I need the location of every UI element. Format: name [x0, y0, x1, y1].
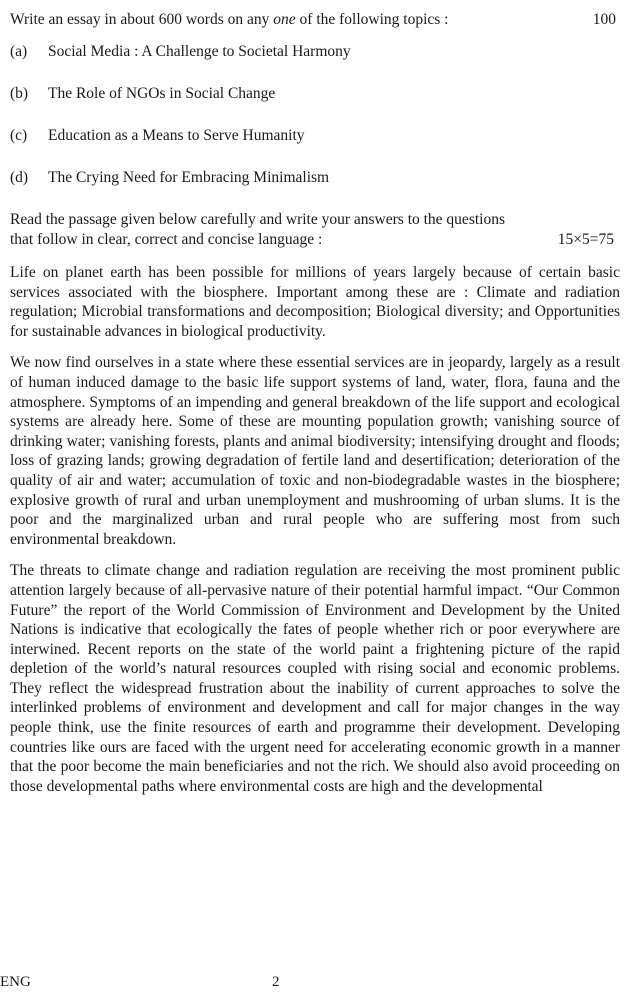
topic-label: (b) — [10, 85, 29, 102]
page-footer — [0, 972, 628, 992]
topic-text: The Crying Need for Embracing Minimalism — [48, 169, 330, 186]
essay-instruction-emphasis: one — [273, 11, 296, 28]
essay-instruction-row — [10, 10, 620, 30]
passage-instruction-line1: Read the passage given below carefully and write your answers to the questions — [10, 211, 505, 228]
passage-marks: 15×5=75 — [557, 231, 614, 248]
passage-instruction-line2: that follow in clear, correct and concise language : — [10, 231, 323, 248]
essay-marks: 100 — [592, 11, 616, 28]
essay-instruction-prefix: Write an essay in about 600 words on any — [10, 11, 274, 28]
passage-paragraph-3: The threats to climate change and radiation regulation are receiving the most prominent public attention largely because of all-pervasive nature of their potential harmful impact. “Our Common Future” the report of the World Commission of Environment and Development by the United Nations is indicative that ecologically the fates of people whether rich or poor everywhere are interwined. Recent reports on the state of the world paint a frightening picture of the rapid depletion of the world’s natural resources coupled with rising social and economic problems. They reflect the widespread frustration about the inability of current approaches to solve the interlinked problems of environment and development and call for major changes in the way people think, use the finite resources of earth and programme their development. Developing countries like ours are faced with the urgent need for accelerating economic growth in a manner that the poor become the main beneficiaries and not the rich. We should also avoid proceeding on those developmental paths where environmental costs are high and the developmental — [10, 562, 620, 795]
passage-instruction-row2 — [10, 230, 620, 250]
essay-topic-d — [10, 168, 620, 188]
essay-topic-a — [10, 42, 620, 62]
topic-label: (c) — [10, 127, 28, 144]
essay-topic-c — [10, 126, 620, 146]
essay-topic-list — [10, 42, 620, 188]
passage-paragraph-2: We now find ourselves in a state where these essential services are in jeopardy, largely as a result of human induced damage to the basic life support systems of land, water, flora, fauna and the atmosphere. Symptoms of an impending and general breakdown of the life support and ecological systems are already here. Some of these are mounting population growth; vanishing source of drinking water; vanishing forests, plants and animal biodiversity; intensifying drought and floods; loss of grazing lands; growing degradation of fertile land and desertification; deterioration of the quality of air and water; accumulation of toxic and non-biodegradable wastes in the biosphere; explosive growth of rural and urban unemployment and mushrooming of urban slums. It is the poor and the marginalized urban and rural people who are suffering most from such environmental breakdown. — [10, 354, 620, 548]
page-number: 2 — [272, 974, 280, 990]
topic-label: (d) — [10, 169, 29, 186]
essay-topic-b — [10, 84, 620, 104]
topic-label: (a) — [10, 43, 28, 60]
essay-instruction-suffix: of the following topics : — [295, 11, 449, 28]
passage-instruction — [10, 210, 620, 250]
passage-paragraph-1: Life on planet earth has been possible for millions of years largely because of certain basic services associated with the biosphere. Important among these are : Climate and radiation regulation; Microbial transformations and decomposition; Biological diversity; and Opportunities for sustainable advances in biological productivity. — [10, 264, 620, 340]
topic-text: Social Media : A Challenge to Societal Harmony — [48, 43, 351, 60]
subject-code: ENG — [0, 974, 31, 990]
topic-text: The Role of NGOs in Social Change — [48, 85, 276, 102]
topic-text: Education as a Means to Serve Humanity — [48, 127, 305, 144]
essay-instruction — [10, 10, 448, 30]
